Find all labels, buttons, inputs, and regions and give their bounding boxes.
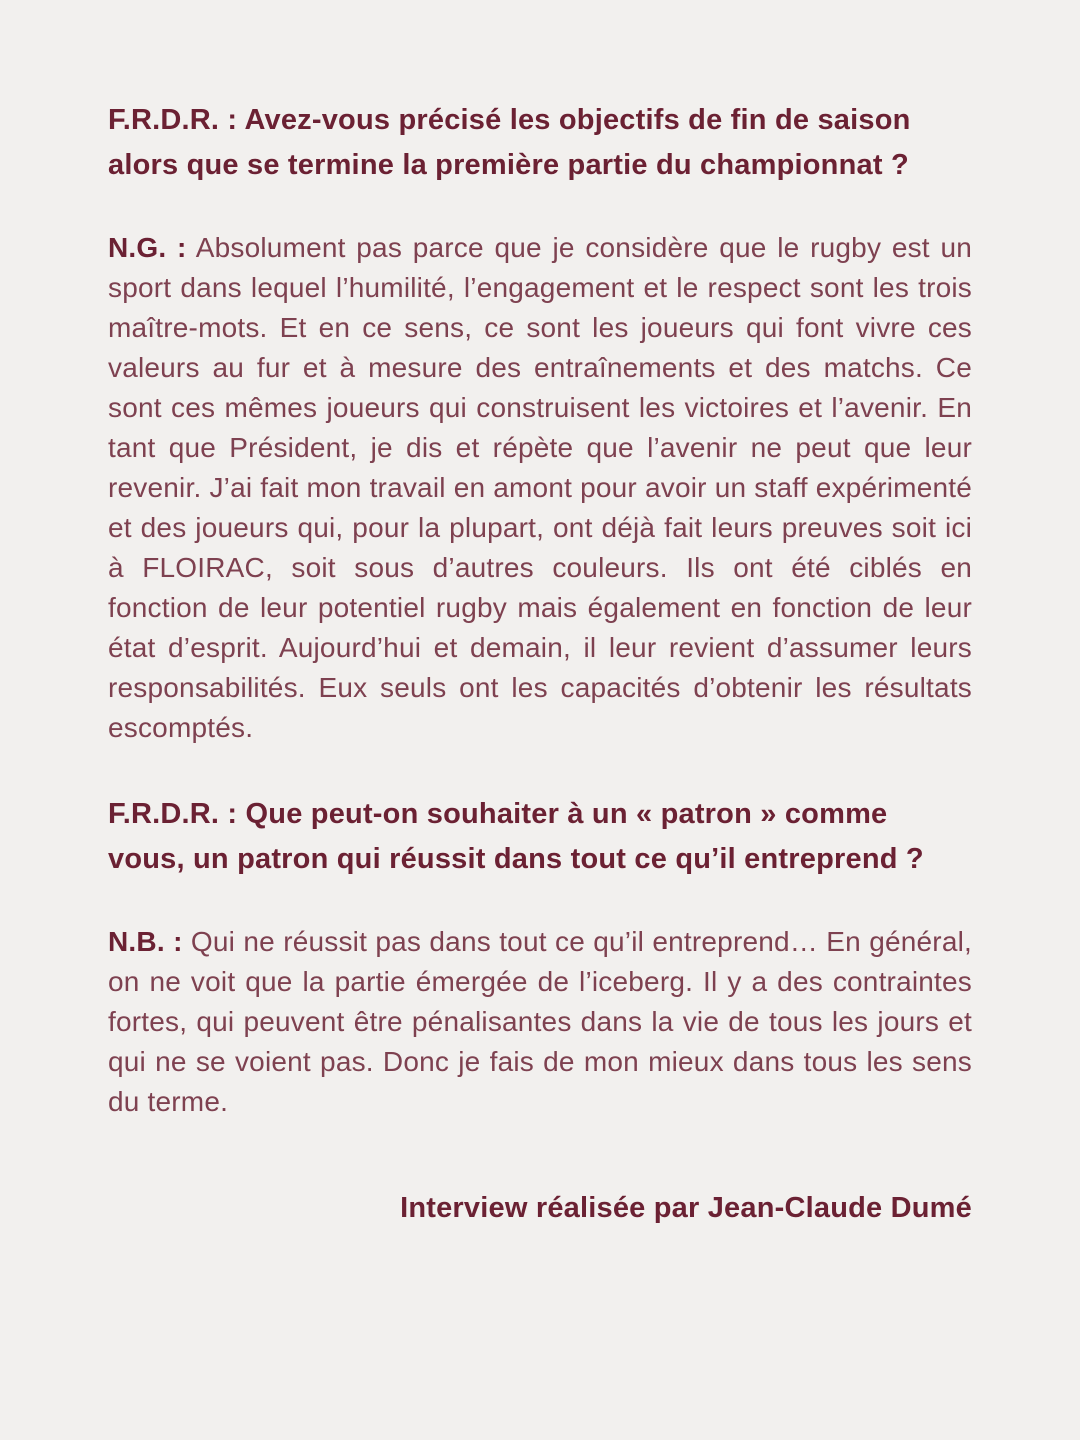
- byline: Interview réalisée par Jean-Claude Dumé: [400, 1192, 972, 1224]
- speaker-label-ng: N.G. :: [108, 232, 187, 263]
- speaker-label-nb: N.B. :: [108, 926, 183, 957]
- answer-text-ng: Absolument pas parce que je considère que le rugby est un sport dans lequel l’humilité, l’engagement et le respect sont les trois maître-mots. Et en ce sens, ce sont les joueurs qui font vivre ces valeurs au fur et à mesure des entraînements et des matchs. Ce sont ces mêmes joueurs qui construisent les victoires et l’avenir. En tant que Président, je dis et répète que l’avenir ne peut que leur revenir. J’ai fait mon travail en amont pour avoir un staff expérimenté et des joueurs qui, pour la plupart, ont déjà fait leurs preuves soit ici à FLOIRAC, soit sous d’autres couleurs. Ils ont été ciblés en fonction de leur potentiel rugby mais également en fonction de leur état d’esprit. Aujourd’hui et demain, il leur revient d’assumer leurs responsabilités. Eux seuls ont les capacités d’obtenir les résultats escomptés.: [108, 232, 973, 743]
- answer-ng: [108, 228, 972, 748]
- answer-nb: [108, 922, 972, 1122]
- question-patron: F.R.D.R. : Que peut-on souhaiter à un « patron » comme vous, un patron qui réussit dans tout ce qu’il entreprend ?: [108, 798, 924, 875]
- question-season-objectives: F.R.D.R. : Avez-vous précisé les objectifs de fin de saison alors que se termine la première partie du championnat ?: [108, 104, 911, 181]
- answer-text-nb: Qui ne réussit pas dans tout ce qu’il entreprend… En général, on ne voit que la partie émergée de l’iceberg. Il y a des contraintes fortes, qui peuvent être pénalisantes dans la vie de tous les jours et qui ne se voient pas. Donc je fais de mon mieux dans tous les sens du terme.: [108, 926, 972, 1117]
